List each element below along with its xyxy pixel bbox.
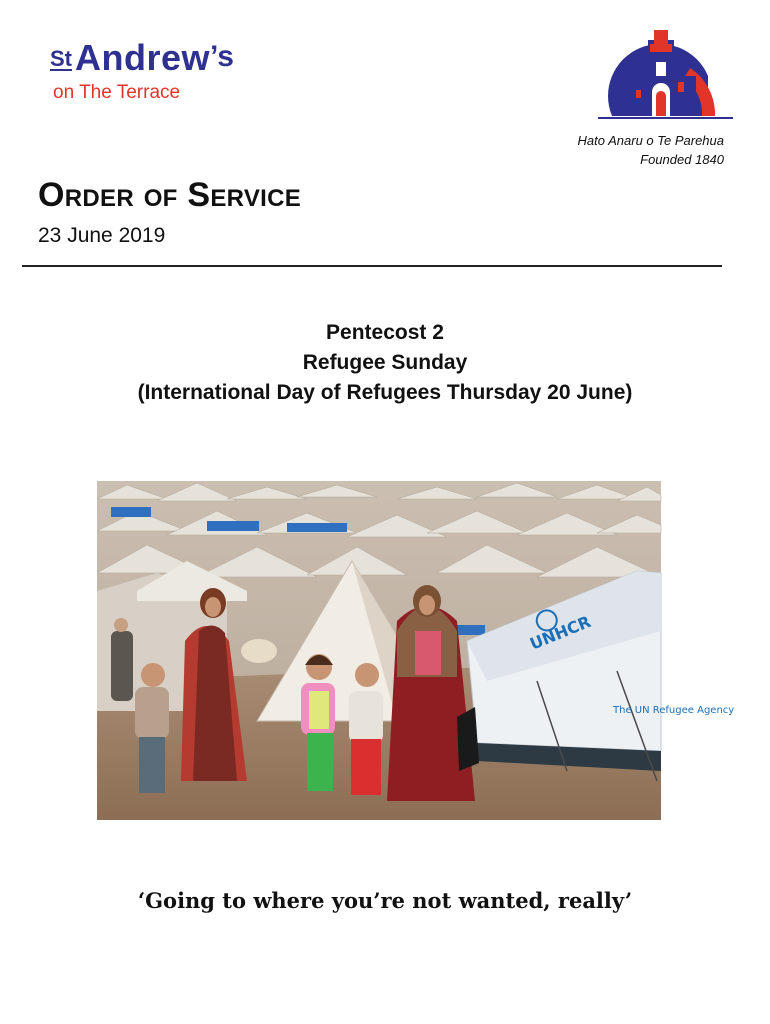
tagline-maori-name: Hato Anaru o Te Parehua (577, 133, 724, 148)
church-emblem-icon (590, 26, 735, 126)
refugee-camp-photo (97, 481, 735, 820)
church-tagline (578, 131, 724, 169)
service-subtitle (0, 318, 770, 408)
tent-print-agency: The UN Refugee Agency (613, 705, 735, 716)
logo-wordmark (50, 37, 234, 78)
page-title: Order of Service (38, 176, 302, 214)
divider (22, 265, 722, 267)
service-date: 23 June 2019 (38, 224, 166, 247)
logo-subtitle: on The Terrace (53, 82, 181, 103)
subtitle-line: Pentecost 2 (326, 321, 444, 344)
subtitle-line: Refugee Sunday (302, 351, 468, 374)
logo-name: Andrew (75, 37, 211, 78)
logo-st: St (50, 46, 72, 71)
tent-print-unhcr: UNHCR (527, 612, 594, 654)
logo-name-suffix: ’s (210, 40, 234, 73)
subtitle-line: (International Day of Refugees Thursday 20 June) (137, 381, 633, 404)
church-logo (50, 37, 234, 104)
service-quote: ‘Going to where you’re not wanted, really’ (137, 888, 633, 913)
tagline-founded: Founded 1840 (640, 152, 724, 167)
